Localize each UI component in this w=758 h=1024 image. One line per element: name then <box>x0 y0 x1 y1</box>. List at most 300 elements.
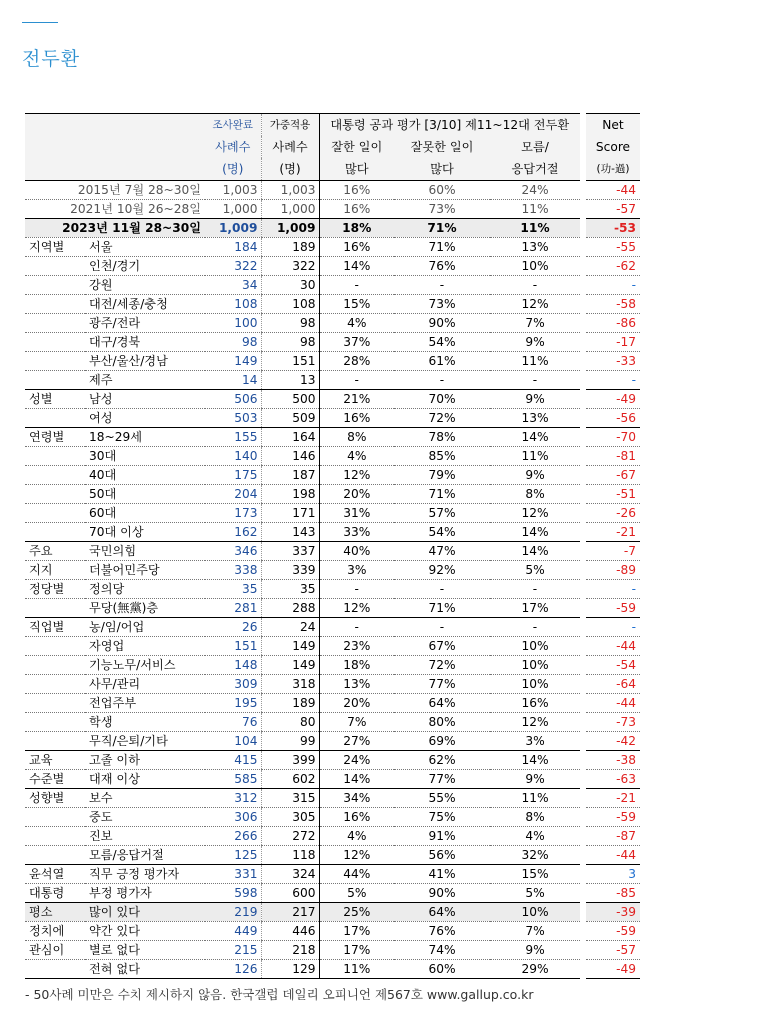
dk-percent: 12% <box>490 295 580 314</box>
completed-count: 506 <box>205 390 261 409</box>
good-percent: 16% <box>319 200 394 219</box>
weighted-count: 500 <box>261 390 319 409</box>
completed-count: 1,003 <box>205 181 261 200</box>
dk-percent: 5% <box>490 884 580 903</box>
group-label: 정치에 <box>25 922 85 941</box>
bad-percent: 76% <box>394 257 490 276</box>
completed-count: 415 <box>205 751 261 770</box>
weighted-count: 98 <box>261 314 319 333</box>
group-label: 지역별 <box>25 238 85 257</box>
good-percent: - <box>319 580 394 599</box>
header-good: 잘한 일이 <box>319 136 394 158</box>
dk-percent: 8% <box>490 808 580 827</box>
table-row <box>25 846 640 865</box>
table-row <box>25 865 640 884</box>
weighted-count: 164 <box>261 428 319 447</box>
net-score: -44 <box>586 846 640 865</box>
dk-percent: 9% <box>490 466 580 485</box>
bad-percent: 71% <box>394 219 490 238</box>
group-label <box>25 504 85 523</box>
table-row <box>25 656 640 675</box>
completed-count: 98 <box>205 333 261 352</box>
survey-table <box>25 113 640 979</box>
subgroup-label: 많이 있다 <box>85 903 205 922</box>
net-score: -73 <box>586 713 640 732</box>
group-label <box>25 960 85 979</box>
dk-percent: 14% <box>490 751 580 770</box>
completed-count: 162 <box>205 523 261 542</box>
dk-percent: 10% <box>490 656 580 675</box>
group-label <box>25 694 85 713</box>
subgroup-label: 학생 <box>85 713 205 732</box>
good-percent: 17% <box>319 922 394 941</box>
bad-percent: 85% <box>394 447 490 466</box>
dk-percent: 14% <box>490 542 580 561</box>
net-score: -57 <box>586 200 640 219</box>
bad-percent: 61% <box>394 352 490 371</box>
weighted-count: 318 <box>261 675 319 694</box>
group-label: 성향별 <box>25 789 85 808</box>
dk-percent: 14% <box>490 523 580 542</box>
dk-percent: 9% <box>490 390 580 409</box>
bad-percent: 64% <box>394 903 490 922</box>
weighted-count: 1,003 <box>261 181 319 200</box>
net-score: -7 <box>586 542 640 561</box>
good-percent: - <box>319 618 394 637</box>
completed-count: 1,000 <box>205 200 261 219</box>
subgroup-label: 중도 <box>85 808 205 827</box>
table-row <box>25 618 640 637</box>
good-percent: 21% <box>319 390 394 409</box>
completed-count: 322 <box>205 257 261 276</box>
net-score: - <box>586 371 640 390</box>
group-label <box>25 352 85 371</box>
table-row <box>25 770 640 789</box>
group-label <box>25 447 85 466</box>
completed-count: 26 <box>205 618 261 637</box>
weighted-count: 446 <box>261 922 319 941</box>
subgroup-label: 전업주부 <box>85 694 205 713</box>
table-row <box>25 751 640 770</box>
bad-percent: 71% <box>394 485 490 504</box>
dk-percent: 12% <box>490 713 580 732</box>
dk-percent: - <box>490 371 580 390</box>
table-row <box>25 922 640 941</box>
subgroup-label: 40대 <box>85 466 205 485</box>
group-label: 관심이 <box>25 941 85 960</box>
dk-percent: 14% <box>490 428 580 447</box>
group-label: 성별 <box>25 390 85 409</box>
subgroup-label: 남성 <box>85 390 205 409</box>
subgroup-label: 사무/관리 <box>85 675 205 694</box>
subgroup-label: 직무 긍정 평가자 <box>85 865 205 884</box>
bad-percent: 77% <box>394 675 490 694</box>
subgroup-label: 인천/경기 <box>85 257 205 276</box>
good-percent: 33% <box>319 523 394 542</box>
bad-percent: 47% <box>394 542 490 561</box>
good-percent: 20% <box>319 694 394 713</box>
subgroup-label: 국민의힘 <box>85 542 205 561</box>
completed-count: 598 <box>205 884 261 903</box>
header-bad-2: 많다 <box>394 158 490 181</box>
table-row <box>25 903 640 922</box>
net-score: -59 <box>586 922 640 941</box>
net-score: - <box>586 276 640 295</box>
net-score: -70 <box>586 428 640 447</box>
group-label: 직업별 <box>25 618 85 637</box>
bad-percent: 92% <box>394 561 490 580</box>
completed-count: 195 <box>205 694 261 713</box>
weighted-count: 187 <box>261 466 319 485</box>
weighted-count: 272 <box>261 827 319 846</box>
completed-count: 281 <box>205 599 261 618</box>
good-percent: 16% <box>319 238 394 257</box>
table-row <box>25 694 640 713</box>
dk-percent: 7% <box>490 314 580 333</box>
group-label <box>25 409 85 428</box>
bad-percent: 62% <box>394 751 490 770</box>
table-row <box>25 808 640 827</box>
subgroup-label: 농/임/어업 <box>85 618 205 637</box>
group-label: 지지 <box>25 561 85 580</box>
group-label: 평소 <box>25 903 85 922</box>
good-percent: 40% <box>319 542 394 561</box>
completed-count: 204 <box>205 485 261 504</box>
completed-count: 125 <box>205 846 261 865</box>
subgroup-label: 대구/경북 <box>85 333 205 352</box>
group-label: 대통령 <box>25 884 85 903</box>
completed-count: 76 <box>205 713 261 732</box>
good-percent: 12% <box>319 846 394 865</box>
completed-count: 1,009 <box>205 219 261 238</box>
good-percent: 44% <box>319 865 394 884</box>
weighted-count: 149 <box>261 656 319 675</box>
weighted-count: 324 <box>261 865 319 884</box>
dk-percent: - <box>490 618 580 637</box>
good-percent: 16% <box>319 409 394 428</box>
net-score: -26 <box>586 504 640 523</box>
weighted-count: 171 <box>261 504 319 523</box>
table-row <box>25 561 640 580</box>
bad-percent: 64% <box>394 694 490 713</box>
header-score-formula: (功-過) <box>586 158 640 181</box>
header-weighted-cases: 사례수 <box>261 136 319 158</box>
table-row <box>25 200 640 219</box>
dk-percent: 13% <box>490 238 580 257</box>
title-accent-line <box>22 22 58 23</box>
weighted-count: 509 <box>261 409 319 428</box>
bad-percent: - <box>394 371 490 390</box>
weighted-count: 339 <box>261 561 319 580</box>
bad-percent: 73% <box>394 200 490 219</box>
weighted-count: 1,009 <box>261 219 319 238</box>
header-completed: 조사완료 <box>205 114 261 137</box>
net-score: -17 <box>586 333 640 352</box>
dk-percent: 4% <box>490 827 580 846</box>
subgroup-label: 18~29세 <box>85 428 205 447</box>
subgroup-label: 무직/은퇴/기타 <box>85 732 205 751</box>
weighted-count: 315 <box>261 789 319 808</box>
group-label <box>25 827 85 846</box>
completed-count: 585 <box>205 770 261 789</box>
table-row <box>25 637 640 656</box>
group-label <box>25 466 85 485</box>
bad-percent: - <box>394 618 490 637</box>
weighted-count: 288 <box>261 599 319 618</box>
dk-percent: 10% <box>490 675 580 694</box>
table-row <box>25 466 640 485</box>
net-score: -57 <box>586 941 640 960</box>
dk-percent: 10% <box>490 903 580 922</box>
bad-percent: 80% <box>394 713 490 732</box>
subgroup-label: 60대 <box>85 504 205 523</box>
net-score: -59 <box>586 599 640 618</box>
table-row <box>25 504 640 523</box>
group-label: 주요 <box>25 542 85 561</box>
weighted-count: 129 <box>261 960 319 979</box>
dk-percent: 9% <box>490 941 580 960</box>
weighted-count: 24 <box>261 618 319 637</box>
good-percent: 37% <box>319 333 394 352</box>
good-percent: 18% <box>319 219 394 238</box>
table-row <box>25 314 640 333</box>
subgroup-label: 50대 <box>85 485 205 504</box>
group-label <box>25 732 85 751</box>
weighted-count: 99 <box>261 732 319 751</box>
net-score: -62 <box>586 257 640 276</box>
net-score: -54 <box>586 656 640 675</box>
table-row <box>25 428 640 447</box>
weighted-count: 217 <box>261 903 319 922</box>
net-score: -21 <box>586 523 640 542</box>
dk-percent: 17% <box>490 599 580 618</box>
dk-percent: 24% <box>490 181 580 200</box>
weighted-count: 98 <box>261 333 319 352</box>
group-label: 정당별 <box>25 580 85 599</box>
table-row <box>25 447 640 466</box>
subgroup-label: 30대 <box>85 447 205 466</box>
weighted-count: 198 <box>261 485 319 504</box>
bad-percent: 41% <box>394 865 490 884</box>
dk-percent: - <box>490 580 580 599</box>
dk-percent: 9% <box>490 770 580 789</box>
good-percent: 13% <box>319 675 394 694</box>
group-label <box>25 713 85 732</box>
header-dk-2: 응답거절 <box>490 158 580 181</box>
completed-count: 155 <box>205 428 261 447</box>
group-label <box>25 846 85 865</box>
net-score: - <box>586 618 640 637</box>
good-percent: 20% <box>319 485 394 504</box>
survey-date: 2015년 7월 28~30일 <box>25 181 205 200</box>
bad-percent: 91% <box>394 827 490 846</box>
bad-percent: 72% <box>394 409 490 428</box>
weighted-count: 108 <box>261 295 319 314</box>
dk-percent: 29% <box>490 960 580 979</box>
net-score: -38 <box>586 751 640 770</box>
table-row <box>25 599 640 618</box>
table-row <box>25 675 640 694</box>
completed-count: 34 <box>205 276 261 295</box>
subgroup-label: 대재 이상 <box>85 770 205 789</box>
weighted-count: 151 <box>261 352 319 371</box>
dk-percent: 9% <box>490 333 580 352</box>
weighted-count: 149 <box>261 637 319 656</box>
completed-count: 104 <box>205 732 261 751</box>
dk-percent: 3% <box>490 732 580 751</box>
good-percent: 8% <box>319 428 394 447</box>
bad-percent: 60% <box>394 181 490 200</box>
completed-count: 266 <box>205 827 261 846</box>
completed-count: 140 <box>205 447 261 466</box>
bad-percent: 69% <box>394 732 490 751</box>
weighted-count: 218 <box>261 941 319 960</box>
dk-percent: 13% <box>490 409 580 428</box>
good-percent: 34% <box>319 789 394 808</box>
completed-count: 503 <box>205 409 261 428</box>
bad-percent: 67% <box>394 637 490 656</box>
table-body <box>25 181 640 979</box>
group-label <box>25 523 85 542</box>
header-dk: 모름/ <box>490 136 580 158</box>
header-weighted: 가중적용 <box>261 114 319 137</box>
weighted-count: 1,000 <box>261 200 319 219</box>
dk-percent: 12% <box>490 504 580 523</box>
net-score: -33 <box>586 352 640 371</box>
group-label: 교육 <box>25 751 85 770</box>
good-percent: 4% <box>319 827 394 846</box>
group-label <box>25 599 85 618</box>
completed-count: 309 <box>205 675 261 694</box>
bad-percent: 70% <box>394 390 490 409</box>
net-score: -55 <box>586 238 640 257</box>
dk-percent: 8% <box>490 485 580 504</box>
weighted-count: 602 <box>261 770 319 789</box>
header-row-3 <box>25 158 640 181</box>
completed-count: 100 <box>205 314 261 333</box>
net-score: - <box>586 580 640 599</box>
table-row <box>25 333 640 352</box>
net-score: -63 <box>586 770 640 789</box>
bad-percent: - <box>394 580 490 599</box>
good-percent: 12% <box>319 466 394 485</box>
completed-count: 449 <box>205 922 261 941</box>
weighted-count: 30 <box>261 276 319 295</box>
weighted-count: 146 <box>261 447 319 466</box>
good-percent: 14% <box>319 257 394 276</box>
table-row <box>25 352 640 371</box>
good-percent: 15% <box>319 295 394 314</box>
good-percent: 31% <box>319 504 394 523</box>
bad-percent: 79% <box>394 466 490 485</box>
dk-percent: 7% <box>490 922 580 941</box>
table-row <box>25 713 640 732</box>
net-score: -59 <box>586 808 640 827</box>
subgroup-label: 고졸 이하 <box>85 751 205 770</box>
table-row <box>25 827 640 846</box>
header-cases: 사례수 <box>205 136 261 158</box>
completed-count: 148 <box>205 656 261 675</box>
subgroup-label: 보수 <box>85 789 205 808</box>
table-row <box>25 580 640 599</box>
net-score: -56 <box>586 409 640 428</box>
bad-percent: 78% <box>394 428 490 447</box>
table-row <box>25 295 640 314</box>
net-score: -44 <box>586 181 640 200</box>
net-score: -42 <box>586 732 640 751</box>
weighted-count: 189 <box>261 694 319 713</box>
dk-percent: 11% <box>490 447 580 466</box>
net-score: -81 <box>586 447 640 466</box>
completed-count: 149 <box>205 352 261 371</box>
net-score: -44 <box>586 637 640 656</box>
subgroup-label: 진보 <box>85 827 205 846</box>
table-row <box>25 542 640 561</box>
table-row <box>25 238 640 257</box>
bad-percent: 77% <box>394 770 490 789</box>
group-label <box>25 371 85 390</box>
good-percent: 4% <box>319 447 394 466</box>
dk-percent: 11% <box>490 200 580 219</box>
good-percent: 17% <box>319 941 394 960</box>
group-label: 연령별 <box>25 428 85 447</box>
good-percent: 24% <box>319 751 394 770</box>
group-label: 윤석열 <box>25 865 85 884</box>
bad-percent: 74% <box>394 941 490 960</box>
subgroup-label: 여성 <box>85 409 205 428</box>
completed-count: 346 <box>205 542 261 561</box>
good-percent: 23% <box>319 637 394 656</box>
table-row <box>25 732 640 751</box>
group-label <box>25 314 85 333</box>
net-score: -89 <box>586 561 640 580</box>
net-score: -39 <box>586 903 640 922</box>
header-bad: 잘못한 일이 <box>394 136 490 158</box>
group-label <box>25 485 85 504</box>
dk-percent: 5% <box>490 561 580 580</box>
table-row <box>25 485 640 504</box>
subgroup-label: 부산/울산/경남 <box>85 352 205 371</box>
bad-percent: 90% <box>394 884 490 903</box>
good-percent: 16% <box>319 808 394 827</box>
bad-percent: 55% <box>394 789 490 808</box>
header-unit: (명) <box>205 158 261 181</box>
good-percent: 3% <box>319 561 394 580</box>
header-row-1 <box>25 114 640 137</box>
good-percent: 11% <box>319 960 394 979</box>
net-score: -53 <box>586 219 640 238</box>
bad-percent: 73% <box>394 295 490 314</box>
bad-percent: 60% <box>394 960 490 979</box>
subgroup-label: 약간 있다 <box>85 922 205 941</box>
dk-percent: 10% <box>490 257 580 276</box>
subgroup-label: 70대 이상 <box>85 523 205 542</box>
group-label <box>25 295 85 314</box>
table-row <box>25 409 640 428</box>
subgroup-label: 별로 없다 <box>85 941 205 960</box>
table-row <box>25 884 640 903</box>
good-percent: 5% <box>319 884 394 903</box>
completed-count: 173 <box>205 504 261 523</box>
bad-percent: 76% <box>394 922 490 941</box>
bad-percent: 56% <box>394 846 490 865</box>
dk-percent: 32% <box>490 846 580 865</box>
header-row-2 <box>25 136 640 158</box>
weighted-count: 189 <box>261 238 319 257</box>
weighted-count: 35 <box>261 580 319 599</box>
net-score: -64 <box>586 675 640 694</box>
completed-count: 151 <box>205 637 261 656</box>
